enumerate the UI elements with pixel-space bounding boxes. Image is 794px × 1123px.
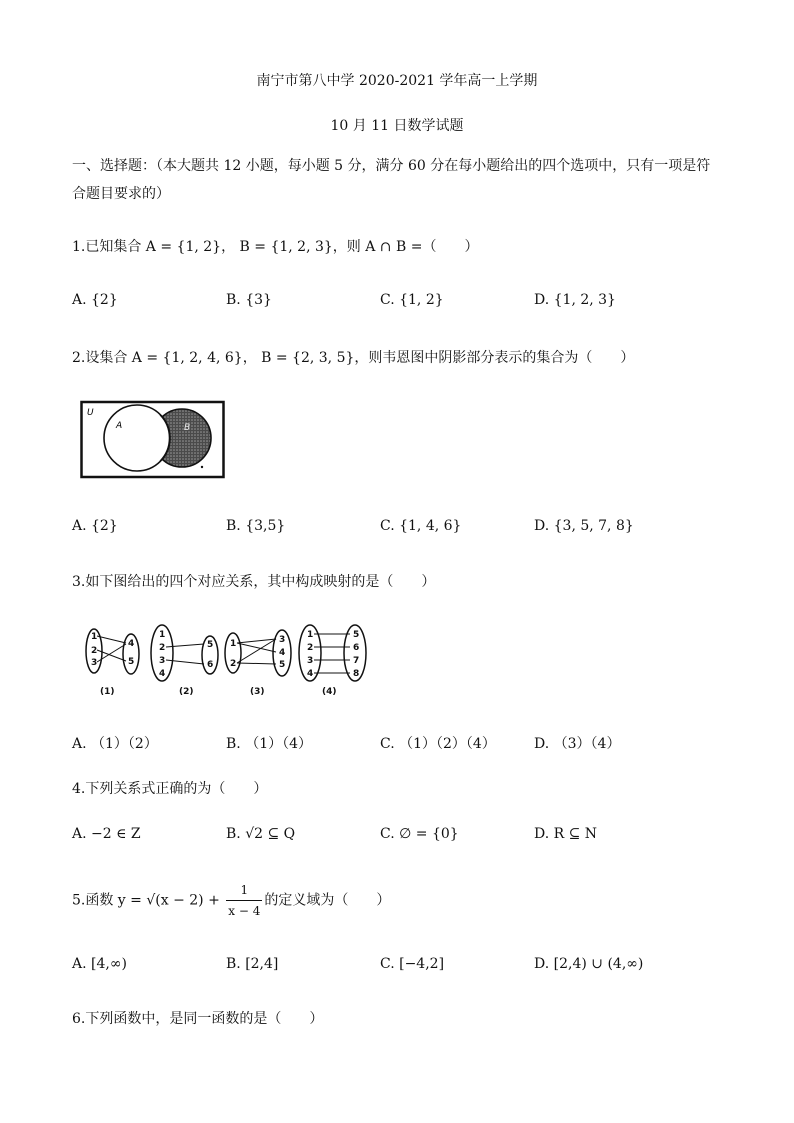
svg-text:3: 3: [91, 658, 98, 668]
svg-text:5: 5: [128, 657, 135, 667]
svg-text:1: 1: [307, 630, 314, 640]
svg-text:1: 1: [230, 639, 237, 649]
venn-diagram: [80, 398, 228, 482]
q5-fraction-denominator: x − 4: [228, 904, 261, 918]
question-4-stem: 4.下列关系式正确的为（ ）: [72, 781, 268, 797]
q2-option-c: C. {1, 4, 6}: [380, 518, 462, 534]
q4-option-c: C. ∅ = {0}: [380, 826, 459, 842]
mapping-diagrams: [82, 620, 374, 700]
svg-text:4: 4: [279, 648, 286, 658]
q3-option-b: B. （1）（4）: [226, 736, 313, 752]
mapping-diagram-2: [151, 625, 218, 697]
svg-text:5: 5: [279, 660, 286, 670]
q4-option-d: D. R ⊆ N: [534, 826, 598, 842]
q3-option-a: A. （1）（2）: [72, 736, 158, 752]
svg-text:3: 3: [307, 656, 314, 666]
svg-text:5: 5: [207, 640, 214, 650]
q5-option-c: C. [−4,2]: [380, 956, 445, 972]
exam-title: 南宁市第八中学 2020-2021 学年高一上学期: [256, 73, 538, 89]
q5-fraction-numerator: 1: [226, 880, 262, 901]
mapping-label-1: (1): [100, 687, 115, 697]
q3-option-c: C. （1）（2）（4）: [380, 736, 496, 752]
svg-text:2: 2: [307, 643, 314, 653]
q1-option-d: D. {1, 2, 3}: [534, 292, 616, 308]
question-6-stem: 6.下列函数中，是同一函数的是（ ）: [72, 1011, 324, 1027]
q5-option-a: A. [4,∞): [72, 956, 127, 972]
q4-option-a: A. −2 ∈ Z: [72, 826, 141, 842]
mapping-label-2: (2): [179, 687, 194, 697]
svg-text:2: 2: [159, 643, 166, 653]
venn-universe-label: U: [87, 408, 94, 418]
question-3-stem: 3.如下图给出的四个对应关系，其中构成映射的是（ ）: [72, 574, 436, 590]
section-heading: 一、选择题：（本大题共 12 小题，每小题 5 分，满分 60 分在每小题给出的四个选项中，只有一项是符合题目要求的）: [72, 158, 711, 202]
svg-text:7: 7: [353, 656, 360, 666]
svg-text:3: 3: [159, 656, 166, 666]
svg-text:1: 1: [159, 630, 166, 640]
q5-stem-prefix: 5.函数 y = √(x − 2) +: [72, 892, 225, 909]
svg-text:2: 2: [230, 659, 237, 669]
q2-option-a: A. {2}: [72, 518, 118, 534]
q2-option-b: B. {3,5}: [226, 518, 286, 534]
svg-text:4: 4: [307, 669, 314, 679]
svg-text:3: 3: [279, 635, 286, 645]
mapping-diagram-4: [299, 625, 366, 697]
svg-text:6: 6: [207, 660, 214, 670]
svg-text:4: 4: [159, 669, 166, 679]
q3-option-d: D. （3）（4）: [534, 736, 621, 752]
question-2-stem: 2.设集合 A = {1, 2, 4, 6}， B = {2, 3, 5}，则韦恩图中阴影部分表示的集合为（ ）: [72, 350, 635, 366]
mapping-diagram-3: [225, 630, 291, 697]
venn-set-b-label: B: [184, 423, 191, 433]
svg-text:6: 6: [353, 643, 360, 653]
mapping-label-3: (3): [250, 687, 265, 697]
venn-set-a: [104, 405, 170, 471]
q5-option-d: D. [2,4) ∪ (4,∞): [534, 956, 644, 972]
q1-option-b: B. {3}: [226, 292, 272, 308]
q1-option-a: A. {2}: [72, 292, 118, 308]
q5-stem-suffix: 的定义域为（ ）: [264, 892, 391, 909]
exam-subtitle: 10 月 11 日数学试题: [330, 118, 464, 134]
q4-option-b: B. √2 ⊆ Q: [226, 826, 296, 842]
svg-text:2: 2: [91, 646, 98, 656]
svg-text:4: 4: [128, 639, 135, 649]
svg-text:5: 5: [353, 630, 360, 640]
q5-fraction: [226, 880, 262, 921]
q1-option-c: C. {1, 2}: [380, 292, 444, 308]
q2-option-d: D. {3, 5, 7, 8}: [534, 518, 634, 534]
mapping-label-4: (4): [322, 687, 337, 697]
mapping-diagram-1: [86, 629, 139, 697]
svg-text:1: 1: [91, 632, 98, 642]
venn-set-a-label: A: [116, 421, 123, 431]
q5-option-b: B. [2,4]: [226, 956, 279, 972]
question-5-stem: [72, 880, 390, 921]
svg-text:8: 8: [353, 669, 360, 679]
question-1-stem: 1.已知集合 A = {1, 2}， B = {1, 2, 3}，则 A ∩ B =（ ）: [72, 239, 479, 255]
